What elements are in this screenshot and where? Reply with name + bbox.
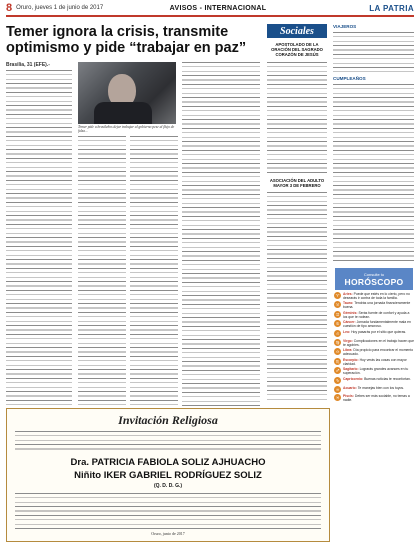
horoscope-sign bbox=[334, 301, 414, 309]
sign-prediction: Buenas noticias te reconfortan. bbox=[364, 376, 411, 381]
horoscope-box bbox=[334, 268, 414, 538]
sign-name: Géminis: bbox=[343, 310, 359, 315]
sign-name: Leo: bbox=[343, 329, 352, 334]
article-headline: Temer ignora la crisis, transmite optimismo y pide “trabajar en paz” bbox=[6, 24, 247, 56]
sign-prediction: Jornada fundamentalmente mala en cuestión de tipo amoroso. bbox=[343, 320, 411, 329]
zodiac-icon: ♋ bbox=[335, 321, 340, 327]
zodiac-icon: ♑ bbox=[335, 377, 340, 383]
zodiac-icon: ♊ bbox=[335, 311, 340, 317]
horoscope-sign bbox=[334, 330, 414, 337]
header-rule bbox=[6, 15, 414, 17]
horoscope-sign bbox=[334, 358, 414, 366]
sign-prediction: Serás fuente de confort y ayuda a los que te rodean. bbox=[343, 310, 410, 319]
horoscope-sign bbox=[334, 311, 414, 319]
zodiac-icon: ♉ bbox=[335, 302, 340, 308]
horoscope-text bbox=[343, 386, 404, 390]
zodiac-icon: ♏ bbox=[335, 358, 340, 364]
horoscope-sign bbox=[334, 367, 414, 375]
newspaper-name: LA PATRIA bbox=[369, 3, 414, 13]
sign-name: Cáncer: bbox=[343, 320, 357, 325]
horoscope-sign bbox=[334, 292, 414, 300]
sign-prediction: Tendrás una jornada financieramente buena. bbox=[343, 301, 411, 310]
invitation-title: Invitación Religiosa bbox=[118, 413, 218, 427]
invitation-closing: Oruro, junio de 2017 bbox=[151, 531, 185, 536]
cumpleanos-text bbox=[333, 84, 414, 264]
article-byline: Brasilia, 31 (EFE).- bbox=[6, 62, 50, 68]
zodiac-icon: ♍ bbox=[335, 339, 340, 345]
sociales-text-1 bbox=[267, 62, 327, 174]
deceased-name-1: Dra. PATRICIA FABIOLA SOLIZ AJHUACHO bbox=[70, 457, 266, 468]
sign-name: Capricornio: bbox=[343, 376, 365, 381]
zodiac-icon: ♓ bbox=[335, 395, 340, 401]
zodiac-icon: ♒ bbox=[335, 386, 340, 392]
page-number: 8 bbox=[6, 2, 13, 14]
viajeros-heading: VIAJEROS bbox=[333, 24, 357, 29]
horoscope-text bbox=[343, 367, 414, 375]
sign-name: Virgo: bbox=[343, 338, 354, 343]
sign-prediction: Hoy verás las cosas con mayor claridad. bbox=[343, 357, 407, 366]
religious-invitation bbox=[6, 408, 330, 542]
zodiac-icon: ♈ bbox=[335, 292, 340, 298]
sociales-item-2 bbox=[267, 178, 327, 188]
invitation-intro-text bbox=[15, 431, 321, 453]
article-body-col2 bbox=[78, 136, 126, 408]
sign-prediction: Día propicio para encontrar el momento adecuado. bbox=[343, 348, 414, 357]
horoscope-text bbox=[343, 330, 406, 334]
section-title: AVISOS - INTERNACIONAL bbox=[169, 4, 267, 12]
deceased-name-2: Niñito IKER GABRIEL RODRÍGUEZ SOLIZ bbox=[74, 470, 262, 481]
page-header bbox=[6, 2, 414, 14]
sign-name: Libra: bbox=[343, 348, 354, 353]
horoscope-sign bbox=[334, 339, 414, 347]
horoscope-text bbox=[343, 348, 414, 356]
cumpleanos-heading: CUMPLEAÑOS bbox=[333, 76, 366, 81]
horoscope-sign bbox=[334, 394, 414, 402]
horoscope-sign bbox=[334, 348, 414, 356]
sign-name: Acuario: bbox=[343, 385, 358, 390]
sign-name: Piscis: bbox=[343, 394, 355, 399]
horoscope-text bbox=[343, 394, 414, 402]
sign-prediction: Debes ser más sociable, no temas a nadie. bbox=[343, 394, 410, 403]
horoscope-text bbox=[343, 311, 414, 319]
sign-name: Sagitario: bbox=[343, 367, 360, 372]
photo-caption: Temer pide a brasileños dejar trabajar al gobierno pese al flujo de falsa... bbox=[78, 125, 175, 134]
horoscope-text bbox=[343, 301, 414, 309]
article-body-col3 bbox=[130, 136, 178, 408]
zodiac-icon: ♎ bbox=[335, 349, 340, 355]
issue-date: Oruro, jueves 1 de junio de 2017 bbox=[16, 5, 104, 11]
sign-prediction: Te manejas bien con los tuyos. bbox=[357, 385, 405, 390]
horoscope-banner bbox=[335, 268, 413, 290]
sociales-item-1 bbox=[267, 42, 327, 57]
photo-suit bbox=[94, 102, 152, 124]
sociales-heading: Sociales bbox=[267, 24, 327, 38]
horoscope-sign bbox=[334, 377, 414, 384]
viajeros-text bbox=[333, 32, 414, 72]
horoscope-text bbox=[343, 377, 411, 381]
sociales-subheading: ASOCIACIÓN DEL ADULTO MAYOR 3 DE FEBRERO bbox=[269, 178, 325, 188]
invitation-body-text bbox=[15, 493, 321, 529]
horoscope-text bbox=[343, 292, 414, 300]
article-photo bbox=[78, 62, 176, 124]
deceased-initials: (Q. D. D. G.) bbox=[153, 483, 183, 489]
sign-prediction: Puede que estés en lo cierto, pero no desearás ir contra de toda la familia. bbox=[343, 291, 410, 300]
sign-prediction: Hoy pasarás por el sitio que quieras. bbox=[351, 329, 407, 334]
sociales-text-2 bbox=[267, 192, 327, 402]
horoscope-text bbox=[343, 339, 414, 347]
horoscope-signs bbox=[334, 292, 414, 403]
sign-name: Tauro: bbox=[343, 301, 355, 306]
horoscope-banner-small: Consulte tu bbox=[363, 271, 385, 277]
horoscope-text bbox=[343, 358, 414, 366]
zodiac-icon: ♌ bbox=[335, 330, 340, 336]
sign-prediction: Lograrás grandes avances en tu superación. bbox=[343, 367, 409, 376]
horoscope-text bbox=[343, 320, 414, 328]
article-body-col1 bbox=[6, 70, 72, 408]
sign-name: Aries: bbox=[343, 291, 354, 296]
horoscope-banner-title: HORÓSCOPO bbox=[344, 276, 404, 287]
horoscope-sign bbox=[334, 386, 414, 393]
horoscope-sign bbox=[334, 320, 414, 328]
sign-prediction: Complicaciones en el trabajo hacen que te agobies. bbox=[343, 338, 415, 347]
sign-name: Escorpio: bbox=[343, 357, 360, 362]
article-body-col4 bbox=[182, 62, 260, 408]
sociales-subheading: APOSTOLADO DE LA ORACIÓN DEL SAGRADO CORAZÓN DE JESÚS bbox=[271, 42, 323, 57]
zodiac-icon: ♐ bbox=[335, 368, 340, 374]
